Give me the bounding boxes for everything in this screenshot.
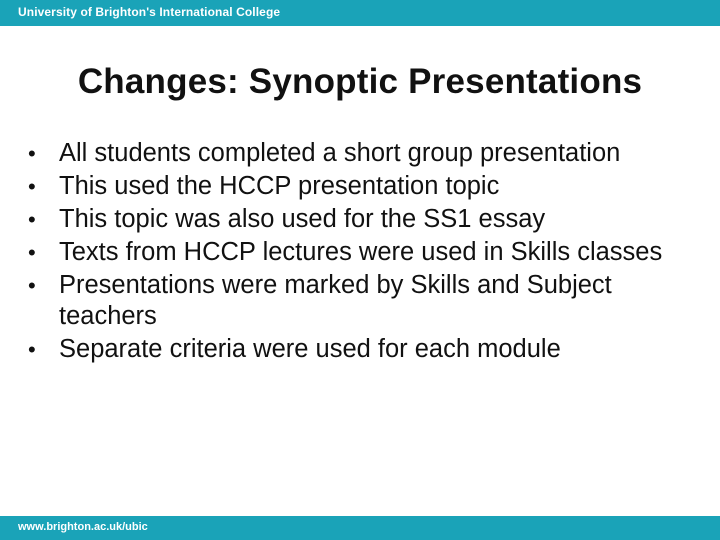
bullet-item [28, 334, 688, 365]
bullet-text: Texts from HCCP lectures were used in Skills classes [59, 238, 663, 266]
header-bar [0, 0, 720, 26]
bullet-icon: • [28, 141, 36, 166]
bullet-item [28, 237, 688, 268]
bullet-item [28, 270, 688, 332]
footer-url: www.brighton.ac.uk/ubic [18, 521, 148, 533]
bullet-list [28, 138, 688, 367]
bullet-item [28, 171, 688, 202]
bullet-item [28, 204, 688, 235]
bullet-text: This topic was also used for the SS1 essay [59, 205, 546, 233]
slide-title: Changes: Synoptic Presentations [77, 62, 643, 101]
bullet-icon: • [28, 273, 36, 298]
bullet-text: All students completed a short group presentation [59, 139, 621, 167]
bullet-icon: • [28, 240, 36, 265]
bullet-icon: • [28, 337, 36, 362]
bullet-icon: • [28, 207, 36, 232]
bullet-icon: • [28, 174, 36, 199]
bullet-text: Presentations were marked by Skills and Subject teachers [59, 271, 612, 330]
footer-bar [0, 516, 720, 540]
bullet-item [28, 138, 688, 169]
bullet-text: This used the HCCP presentation topic [59, 172, 500, 200]
bullet-text: Separate criteria were used for each module [59, 335, 561, 363]
institution-name: University of Brighton's International College [18, 5, 281, 19]
